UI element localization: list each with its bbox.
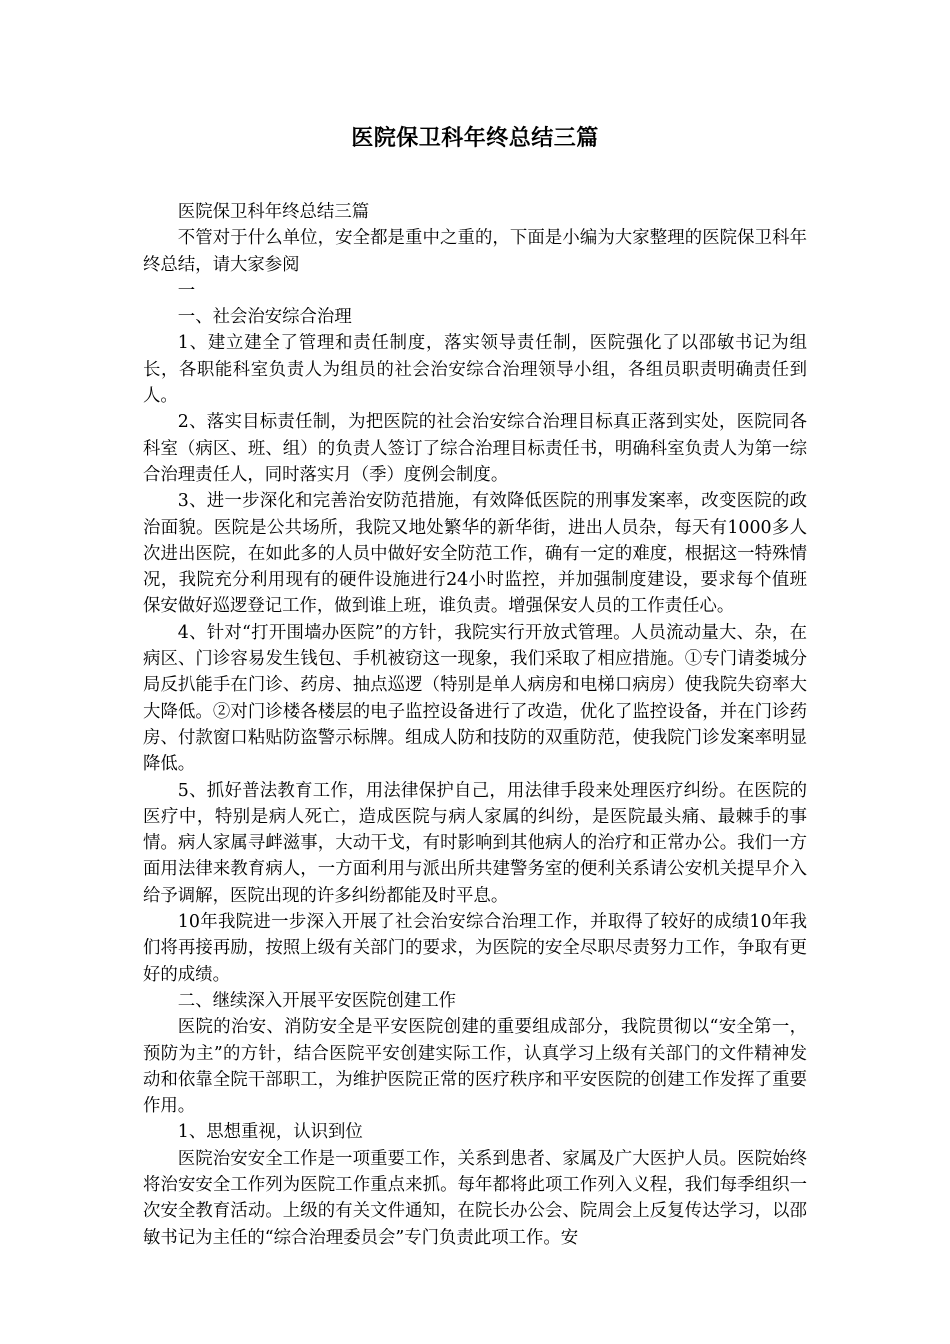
paragraph-item-2: 2、落实目标责任制，为把医院的社会治安综合治理目标真正落到实处，医院同各科室（病区、班、组）的负责人签订了综合治理目标责任书，明确科室负责人为第一综合治理责任人，同时落实月（季）度例会制度。: [143, 412, 807, 485]
paragraph-item-5: 5、抓好普法教育工作，用法律保护自己，用法律手段来处理医疗纠纷。在医院的医疗中，特别是病人死亡，造成医院与病人家属的纠纷，是医院最头痛、最棘手的事情。病人家属寻衅滋事，大动干戈，有时影响到其他病人的治疗和正常办公。我们一方面用法律来教育病人，一方面利用与派出所共建警务室的便利关系请公安机关提早介入给予调解，医院出现的许多纠纷都能及时平息。: [143, 780, 807, 906]
paragraph-item-1: 1、建立建全了管理和责任制度，落实领导责任制，医院强化了以邵敏书记为组长，各职能科室负责人为组员的社会治安综合治理领导小组，各组员职责明确责任到人。: [143, 333, 807, 407]
paragraph-subsection-1: 医院治安安全工作是一项重要工作，关系到患者、家属及广大医护人员。医院始终将治安安全工作列为医院工作重点来抓。每年都将此项工作列入义程，我们每季组织一次安全教育活动。上级的有关文件通知，在院长办公会、院周会上反复传达学习，以邵敏书记为主任的“综合治理委员会”专门负责此项工作。安: [143, 1148, 807, 1248]
section-heading-2: 二、继续深入开展平安医院创建工作: [177, 990, 457, 1011]
document-body: [143, 199, 807, 1251]
document-title: 医院保卫科年终总结三篇: [351, 125, 599, 151]
paragraph-item-4: 4、针对“打开围墙办医院”的方针，我院实行开放式管理。人员流动量大、杂，在病区、门诊容易发生钱包、手机被窃这一现象，我们采取了相应措施。①专门请娄城分局反扒能手在门诊、药房、抽点巡逻（特别是单人病房和电梯口病房）使我院失窃率大大降低。②对门诊楼各楼层的电子监控设备进行了改造，优化了监控设备，并在门诊药房、付款窗口粘贴防盗警示标牌。组成人防和技防的双重防范，使我院门诊发案率明显降低。: [143, 622, 807, 775]
paragraph-item-3: 3、进一步深化和完善治安防范措施，有效降低医院的刑事发案率，改变医院的政治面貌。医院是公共场所，我院又地处繁华的新华街，进出人员杂，每天有1000多人次进出医院，在如此多的人员中做好安全防范工作，确有一定的难度，根据这一特殊情况，我院充分利用现有的硬件设施进行24小时监控，并加强制度建设，要求每个值班保安做好巡逻登记工作，做到谁上班，谁负责。增强保安人员的工作责任心。: [143, 491, 807, 617]
subheading-1: 1、思想重视，认识到位: [177, 1122, 363, 1143]
paragraph-intro: 不管对于什么单位，安全都是重中之重的，下面是小编为大家整理的医院保卫科年终总结，请大家参阅: [143, 228, 807, 275]
section-heading-1: 一、社会治安综合治理: [177, 307, 352, 328]
paragraph-part-one-marker: 一: [177, 280, 196, 301]
paragraph-section-2-intro: 医院的治安、消防安全是平安医院创建的重要组成部分，我院贯彻以“安全第一，预防为主”的方针，结合医院平安创建实际工作，认真学习上级有关部门的文件精神发动和依靠全院干部职工，为维护医院正常的医疗秩序和平安医院的创建工作发挥了重要作用。: [143, 1017, 807, 1117]
paragraph-subtitle: 医院保卫科年终总结三篇: [177, 202, 370, 222]
paragraph-summary: 10年我院进一步深入开展了社会治安综合治理工作，并取得了较好的成绩10年我们将再接再励，按照上级有关部门的要求，为医院的安全尽职尽责努力工作，争取有更好的成绩。: [143, 912, 807, 985]
